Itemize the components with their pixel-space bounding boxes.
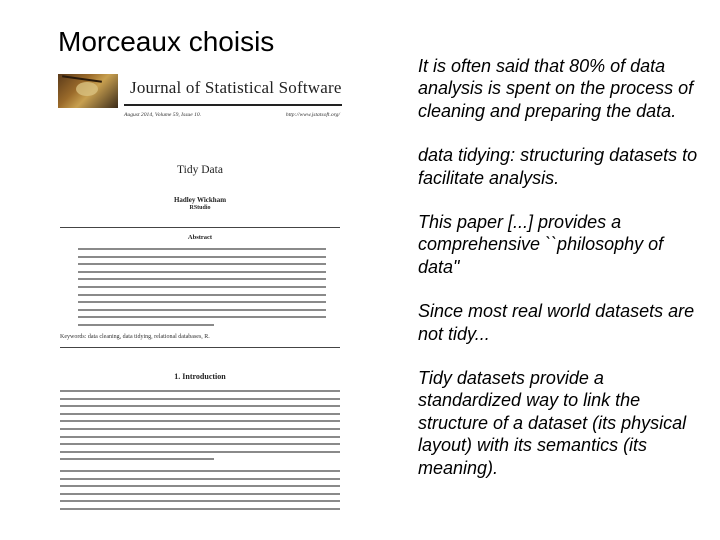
text-line (78, 309, 326, 311)
issue-line (124, 112, 342, 118)
text-line (60, 458, 214, 460)
text-line (78, 248, 326, 250)
text-line (78, 316, 326, 318)
text-line (60, 493, 340, 495)
paper-keywords: Keywords: data cleaning, data tidying, relational databases, R. (60, 334, 210, 340)
quote-text: It is often said that 80% of data analysis is spent on the process of cleaning and preparing the data. (418, 56, 694, 121)
paper-author: Hadley Wickham (173, 196, 227, 204)
text-line (60, 405, 340, 407)
section-heading: 1. Introduction (174, 372, 226, 381)
paper-affiliation: RStudio (189, 205, 211, 211)
text-line (60, 390, 340, 392)
masthead-painting-image (58, 74, 118, 108)
text-line (60, 420, 340, 422)
text-line (60, 413, 340, 415)
quote-text: data tidying: structuring datasets to facilitate analysis. (418, 145, 698, 188)
quote-list (418, 55, 708, 501)
divider (60, 227, 340, 228)
text-line (78, 294, 326, 296)
text-line (60, 508, 340, 510)
text-line (78, 263, 326, 265)
slide-title: Morceaux choisis (58, 26, 275, 57)
text-line (78, 278, 326, 280)
text-line (78, 286, 326, 288)
paper-thumbnail (56, 72, 344, 512)
text-line (78, 256, 326, 258)
journal-name: Journal of Statistical Software (130, 78, 342, 97)
text-line (60, 451, 340, 453)
text-line (60, 398, 340, 400)
text-line (60, 470, 340, 472)
text-line (60, 443, 340, 445)
text-line (60, 428, 340, 430)
text-line (78, 271, 326, 273)
issue-info: August 2014, Volume 59, Issue 10. (124, 112, 202, 118)
quote-text: Tidy datasets provide a standardized way to link the structure of a dataset (its physical layout) with its semantics (its meaning). (418, 368, 687, 478)
masthead-rule (124, 104, 342, 106)
quote-text: This paper [...] provides a comprehensive ``philosophy of data" (418, 212, 664, 277)
journal-url: http://www.jstatsoft.org/ (285, 112, 340, 118)
paper-title: Tidy Data (177, 164, 223, 176)
abstract-heading: Abstract (187, 234, 213, 241)
text-line (60, 436, 340, 438)
text-line (78, 324, 214, 326)
text-line (78, 301, 326, 303)
text-line (60, 478, 340, 480)
text-line (60, 485, 340, 487)
text-line (60, 500, 340, 502)
divider (60, 347, 340, 348)
quote-text: Since most real world datasets are not tidy... (418, 301, 695, 344)
journal-masthead (58, 74, 342, 118)
